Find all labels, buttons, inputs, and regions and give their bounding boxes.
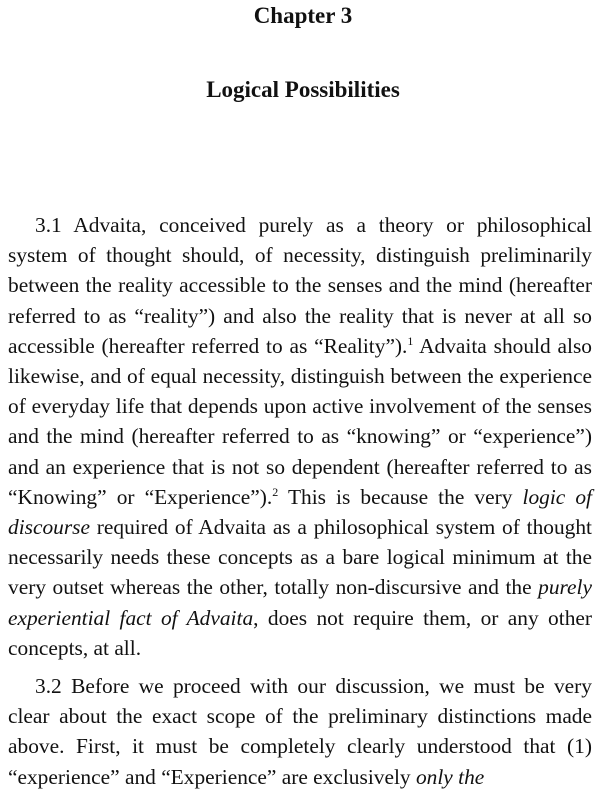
paragraph-3-1 (8, 210, 592, 663)
footnote-marker: 1 (407, 333, 414, 348)
italic-phrase: only the (415, 764, 485, 789)
text-run: required of Advaita as a philosophical system of thought necessarily needs these concepts as a bare logical minimum at the very outset whereas the other, totally non-discursive and the (8, 515, 592, 600)
body-text (8, 210, 592, 792)
paragraph-3-2 (8, 671, 592, 792)
text-run: , does not require them, or any other concepts, at all. (8, 605, 593, 660)
text-run: This is because the very (278, 484, 523, 509)
paragraph-number: 3.1 (35, 213, 62, 237)
chapter-label: Chapter 3 (253, 3, 353, 28)
text-run: Before we proceed with our discussion, we must be very clear about the exact scope of the preliminary distinctions made above. First, it must be completely clearly understood that (1) “experience” and “Experience” are exclusively (8, 674, 592, 789)
text-run: Advaita should also likewise, and of equal necessity, distinguish between the experience of everyday life that depends upon active involvement of the senses and the mind (hereafter referred to as “knowing” or “experience”) and an experience that is not so dependent (hereafter referred to as “Knowing” or “Experience”). (8, 333, 592, 509)
footnote-marker: 2 (272, 484, 279, 499)
paragraph-number: 3.2 (35, 674, 62, 699)
text-run: Advaita, conceived purely as a theory or philosophical system of thought should, of necessity, distinguish preliminarily between the reality accessible to the senses and the mind (hereafter referred to as “reality”) and also the reality that is never at all so accessible (hereafter referred to as “Reality”). (8, 213, 592, 358)
italic-phrase: logic of discourse (8, 484, 592, 540)
italic-phrase: purely experiential fact of Advaita (8, 575, 592, 630)
chapter-title: Logical Possibilities (206, 77, 400, 102)
